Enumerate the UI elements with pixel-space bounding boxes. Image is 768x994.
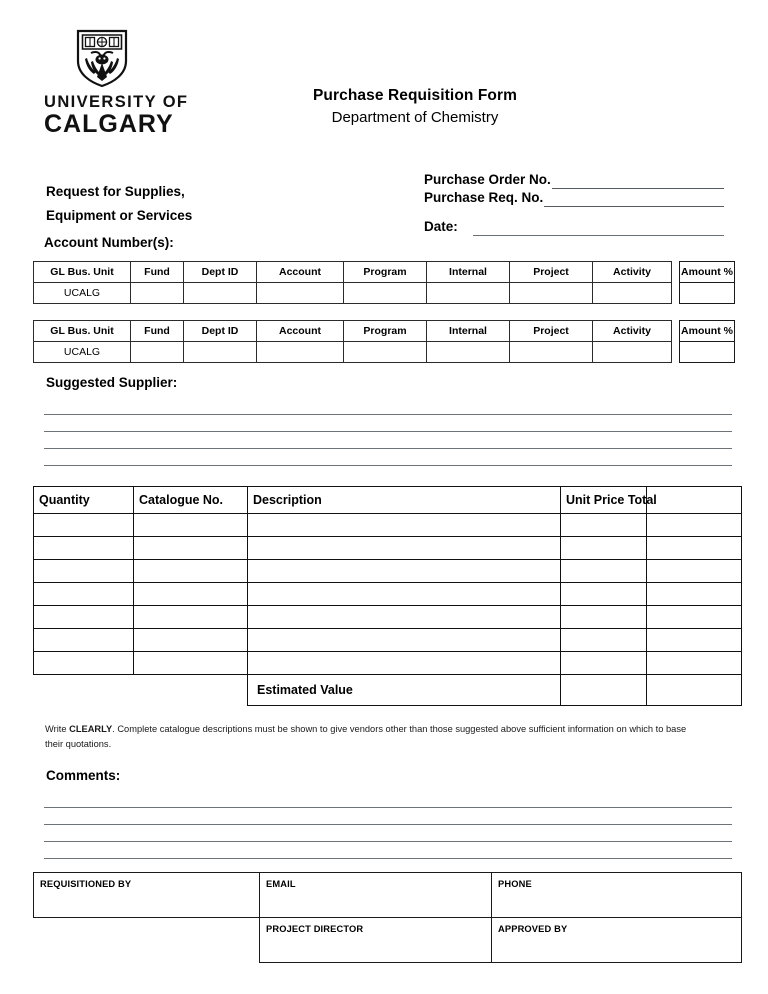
form-title-block [250, 86, 580, 129]
signature-empty-cell [34, 918, 260, 963]
cell-gl-bus-unit[interactable]: UCALG [34, 342, 131, 363]
suggested-supplier-heading: Suggested Supplier: [46, 375, 178, 390]
col-dept-id: Dept ID [184, 321, 257, 342]
wordmark-line-2: CALGARY [44, 109, 174, 138]
account-table-2-header-row [34, 321, 672, 342]
account-number-heading: Account Number(s): [44, 235, 174, 250]
cell-total[interactable] [647, 537, 742, 560]
cell-description[interactable] [248, 537, 561, 560]
cell-unit-price[interactable] [561, 652, 647, 675]
estimated-value-unit-price[interactable] [561, 675, 647, 706]
form-header [0, 0, 768, 150]
cell-project[interactable] [510, 283, 593, 304]
table-row [34, 606, 742, 629]
cell-total[interactable] [647, 629, 742, 652]
col-amount-percent: Amount % [680, 321, 734, 342]
estimated-value-row [34, 675, 742, 706]
request-line-1: Request for Supplies, [46, 184, 185, 199]
comments-heading: Comments: [46, 768, 121, 783]
col-internal: Internal [427, 321, 510, 342]
table-row [34, 629, 742, 652]
comment-line-3[interactable] [44, 825, 732, 842]
university-logo-block [44, 28, 224, 137]
note-emphasis: CLEARLY [69, 724, 113, 734]
col-account: Account [257, 321, 344, 342]
account-table-2-data-row [34, 342, 672, 363]
cell-project[interactable] [510, 342, 593, 363]
cell-catalogue-no[interactable] [134, 583, 248, 606]
table-row [34, 514, 742, 537]
supplier-line-4[interactable] [44, 449, 732, 466]
comment-line-4[interactable] [44, 842, 732, 859]
cell-description[interactable] [248, 652, 561, 675]
phone-field[interactable]: PHONE [492, 873, 742, 918]
cell-internal[interactable] [427, 342, 510, 363]
supplier-line-1[interactable] [44, 398, 732, 415]
account-table-2-main [33, 320, 672, 363]
col-unit-price-total [561, 487, 657, 514]
request-for-label [46, 180, 386, 227]
cell-dept-id[interactable] [184, 342, 257, 363]
col-account: Account [257, 262, 344, 283]
cell-description[interactable] [248, 514, 561, 537]
university-of-calgary-shield-icon [74, 28, 130, 88]
cell-total[interactable] [647, 560, 742, 583]
cell-description[interactable] [248, 629, 561, 652]
cell-quantity[interactable] [34, 514, 134, 537]
page-subtitle: Department of Chemistry [331, 109, 499, 127]
cell-catalogue-no[interactable] [134, 537, 248, 560]
cell-fund[interactable] [131, 283, 184, 304]
request-line-2: Equipment or Services [46, 207, 193, 223]
signature-row-1 [34, 873, 742, 918]
items-table [33, 486, 742, 706]
cell-catalogue-no[interactable] [134, 560, 248, 583]
purchase-order-fields [424, 171, 724, 236]
cell-internal[interactable] [427, 283, 510, 304]
col-project: Project [510, 321, 593, 342]
date-row [424, 216, 724, 236]
date-input[interactable] [473, 221, 724, 236]
col-project: Project [510, 262, 593, 283]
note-prefix: Write [45, 724, 70, 734]
cell-account[interactable] [257, 342, 344, 363]
account-table-1-main [33, 261, 672, 304]
col-fund: Fund [131, 321, 184, 342]
estimated-value-spacer-1 [34, 675, 134, 706]
col-dept-id: Dept ID [184, 262, 257, 283]
cell-dept-id[interactable] [184, 283, 257, 304]
cell-quantity[interactable] [34, 583, 134, 606]
cell-quantity[interactable] [34, 606, 134, 629]
approved-by-field[interactable]: APPROVED BY [492, 918, 742, 963]
col-activity: Activity [593, 262, 672, 283]
cell-program[interactable] [344, 283, 427, 304]
cell-unit-price[interactable] [561, 514, 647, 537]
purchase-order-no-input[interactable] [552, 175, 724, 189]
suggested-supplier-lines [44, 398, 732, 466]
purchase-req-no-input[interactable] [544, 193, 724, 207]
cell-gl-bus-unit[interactable]: UCALG [34, 283, 131, 304]
table-row [34, 652, 742, 675]
email-field[interactable]: EMAIL [260, 873, 492, 918]
comment-line-1[interactable] [44, 791, 732, 808]
table-row [34, 583, 742, 606]
cell-description[interactable] [248, 560, 561, 583]
comments-lines [44, 791, 732, 859]
estimated-value-label: Estimated Value [248, 675, 561, 706]
cell-unit-price[interactable] [561, 537, 647, 560]
col-total-spacer [647, 487, 742, 514]
cell-unit-price[interactable] [561, 560, 647, 583]
account-table-2-amount-box [679, 320, 735, 363]
cell-total[interactable] [647, 652, 742, 675]
account-table-1-header-row [34, 262, 672, 283]
col-program: Program [344, 262, 427, 283]
cell-account[interactable] [257, 283, 344, 304]
cell-unit-price[interactable] [561, 583, 647, 606]
col-activity: Activity [593, 321, 672, 342]
cell-total[interactable] [647, 514, 742, 537]
page-title: Purchase Requisition Form [312, 87, 518, 104]
cell-amount-percent[interactable] [680, 342, 734, 362]
comment-line-2[interactable] [44, 808, 732, 825]
table-row [34, 560, 742, 583]
cell-catalogue-no[interactable] [134, 514, 248, 537]
col-unit-price-total-label: Unit Price Total [566, 493, 657, 507]
col-quantity: Quantity [34, 487, 134, 514]
col-catalogue-no: Catalogue No. [134, 487, 248, 514]
cell-description[interactable] [248, 606, 561, 629]
cell-amount-percent[interactable] [680, 283, 734, 303]
purchase-order-no-label: Purchase Order No. [424, 171, 551, 187]
items-table-header-row [34, 487, 742, 514]
purchase-req-no-label: Purchase Req. No. [424, 189, 544, 205]
supplier-line-2[interactable] [44, 415, 732, 432]
wordmark-line-1: UNIVERSITY OF [44, 93, 189, 111]
university-wordmark [44, 94, 224, 137]
purchase-order-no-row [424, 171, 724, 189]
cell-total[interactable] [647, 583, 742, 606]
col-program: Program [344, 321, 427, 342]
cell-activity[interactable] [593, 283, 672, 304]
cell-fund[interactable] [131, 342, 184, 363]
cell-quantity[interactable] [34, 537, 134, 560]
cell-activity[interactable] [593, 342, 672, 363]
cell-program[interactable] [344, 342, 427, 363]
date-label: Date: [424, 218, 458, 234]
signature-row-2 [34, 918, 742, 963]
estimated-value-total[interactable] [647, 675, 742, 706]
account-table-1 [33, 261, 735, 304]
cell-total[interactable] [647, 606, 742, 629]
col-internal: Internal [427, 262, 510, 283]
cell-unit-price[interactable] [561, 629, 647, 652]
cell-quantity[interactable] [34, 629, 134, 652]
cell-quantity[interactable] [34, 652, 134, 675]
cell-catalogue-no[interactable] [134, 652, 248, 675]
supplier-line-3[interactable] [44, 432, 732, 449]
cell-catalogue-no[interactable] [134, 629, 248, 652]
account-table-1-data-row [34, 283, 672, 304]
col-fund: Fund [131, 262, 184, 283]
cell-unit-price[interactable] [561, 606, 647, 629]
cell-description[interactable] [248, 583, 561, 606]
purchase-req-no-row [424, 189, 724, 207]
estimated-value-spacer-2 [134, 675, 248, 706]
project-director-field[interactable]: PROJECT DIRECTOR [260, 918, 492, 963]
note-suffix: . Complete catalogue descriptions must be shown to give vendors other than those suggested above sufficient information on which to base their quotations. [45, 724, 687, 750]
cell-catalogue-no[interactable] [134, 606, 248, 629]
col-gl-bus-unit: GL Bus. Unit [34, 262, 131, 283]
requisitioned-by-field[interactable]: REQUISITIONED BY [34, 873, 260, 918]
signature-table [33, 872, 742, 963]
account-table-2 [33, 320, 735, 363]
account-table-1-amount-box [679, 261, 735, 304]
col-amount-percent: Amount % [680, 262, 734, 283]
table-row [34, 537, 742, 560]
cell-quantity[interactable] [34, 560, 134, 583]
col-gl-bus-unit: GL Bus. Unit [34, 321, 131, 342]
col-description: Description [248, 487, 561, 514]
write-clearly-note [45, 722, 693, 752]
